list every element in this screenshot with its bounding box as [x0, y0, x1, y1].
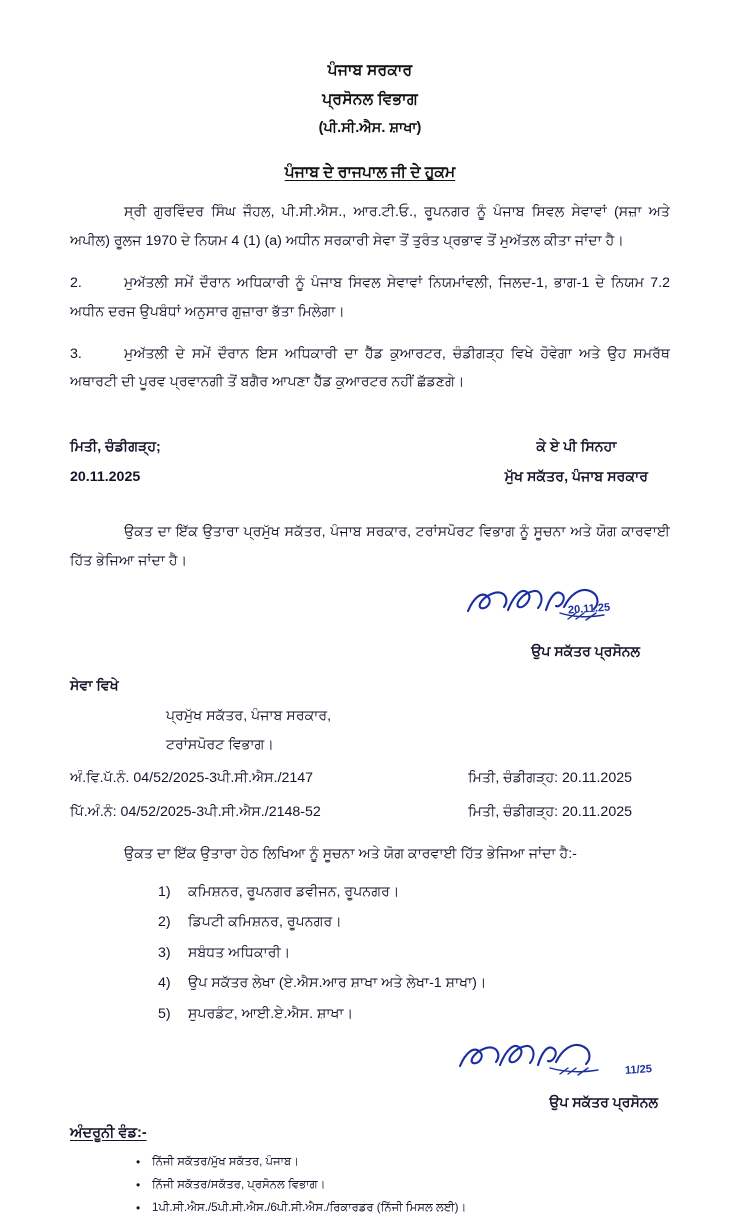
org-branch: (ਪੀ.ਸੀ.ਐਸ. ਸ਼ਾਖਾ) [318, 119, 422, 136]
endorsement-1-text [70, 518, 670, 575]
endorsement-2-text [70, 840, 670, 868]
handwritten-signature-icon [464, 577, 614, 625]
list-item [158, 999, 670, 1030]
list-item-index: 4) [158, 975, 171, 992]
endorsement-1-body: ਉਕਤ ਦਾ ਇੱਕ ਉਤਾਰਾ ਪ੍ਰਮੁੱਖ ਸਕੱਤਰ, ਪੰਜਾਬ ਸਰਕਾਰ, ਟਰਾਂਸਪੋਰਟ ਵਿਭਾਗ ਨੂੰ ਸੂਚਨਾ ਅਤੇ ਯੋਗ ਕਾਰਵਾਈ ਹਿੱਤ ਭੇਜਿਆ ਜਾਂਦਾ ਹੈ। [70, 524, 670, 569]
list-item-text: ਸੁਪਰਡੰਟ, ਆਈ.ਏ.ਐਸ. ਸ਼ਾਖਾ। [188, 1006, 354, 1023]
list-item [158, 877, 670, 908]
internal-distribution-title: ਅੰਦਰੂਨੀ ਵੰਡ:- [70, 1124, 147, 1141]
signatory-designation: ਮੁੱਖ ਸਕੱਤਰ, ਪੰਜਾਬ ਸਰਕਾਰ [504, 468, 648, 485]
paragraph-2-number: 2. [70, 275, 82, 292]
signatory-block [505, 433, 670, 493]
paragraph-3-number: 3. [70, 346, 82, 363]
org-name-line-2: ਪ੍ਰਸੋਨਲ ਵਿਭਾਗ [322, 91, 418, 109]
paragraph-3 [70, 340, 670, 397]
internal-distribution-list [70, 1150, 670, 1220]
signature-2-block [70, 1034, 670, 1094]
signature-2-caption: ਉਪ ਸਕੱਤਰ ਪ੍ਰਸੋਨਲ [549, 1093, 658, 1110]
list-item-text: ਕਮਿਸ਼ਨਰ, ਰੂਪਨਗਰ ਡਵੀਜਨ, ਰੂਪਨਗਰ। [188, 883, 400, 900]
list-item [158, 907, 670, 938]
paragraph-2 [70, 269, 670, 326]
reference-row-1 [70, 765, 670, 793]
list-item [158, 968, 670, 999]
document-content [70, 56, 670, 1219]
org-name-line-1: ਪੰਜਾਬ ਸਰਕਾਰ [327, 62, 413, 79]
reference-date-1: ਮਿਤੀ, ਚੰਡੀਗੜ੍ਹ: 20.11.2025 [468, 770, 632, 787]
internal-list-item: • ਨਿੱਜੀ ਸਕੱਤਰ/ਸਕੱਤਰ, ਪ੍ਰਸੋਨਲ ਵਿਭਾਗ। [136, 1173, 670, 1196]
list-item-index: 2) [158, 914, 171, 931]
copy-list [70, 877, 670, 1030]
signature-1-caption: ਉਪ ਸਕੱਤਰ ਪ੍ਰਸੋਨਲ [531, 643, 640, 660]
paragraph-3-text: ਮੁਅੱਤਲੀ ਦੇ ਸਮੇਂ ਦੌਰਾਨ ਇਸ ਅਧਿਕਾਰੀ ਦਾ ਹੈੱਡ ਕੁਆਰਟਰ, ਚੰਡੀਗੜ੍ਹ ਵਿਖੇ ਹੋਵੇਗਾ ਅਤੇ ਉਹ ਸਮਰੱਥ ਅਥਾਰਟੀ ਦੀ ਪੂਰਵ ਪ੍ਰਵਾਨਗੀ ਤੋਂ ਬਗੈਰ ਆਪਣਾ ਹੈੱਡ ਕੁਆਰਟਰ ਨਹੀਂ ਛੱਡਣਗੇ। [70, 346, 670, 391]
recipient-address [70, 702, 670, 759]
reference-row-2 [70, 799, 670, 827]
list-item-text: ਡਿਪਟੀ ਕਮਿਸ਼ਨਰ, ਰੂਪਨਗਰ। [188, 914, 342, 931]
order-date: 20.11.2025 [70, 468, 141, 485]
signature-1-block [70, 577, 670, 641]
signature-1-date-note: 20.11.25 [567, 601, 611, 617]
reference-date-2: ਮਿਤੀ, ਚੰਡੀਗੜ੍ਹ: 20.11.2025 [468, 803, 632, 820]
endorsement-2-body: ਉਕਤ ਦਾ ਇੱਕ ਉਤਾਰਾ ਹੇਠ ਲਿਖਿਆ ਨੂੰ ਸੂਚਨਾ ਅਤੇ ਯੋਗ ਕਾਰਵਾਈ ਹਿੱਤ ਭੇਜਿਆ ਜਾਂਦਾ ਹੈ:- [124, 846, 577, 863]
recipient-line-2: ਟਰਾਂਸਪੋਰਟ ਵਿਭਾਗ। [166, 736, 274, 753]
reference-number-2: ਪਿੱ.ਅੰ.ਨੰ: 04/52/2025-3ਪੀ.ਸੀ.ਐਸ./2148-52 [70, 803, 321, 820]
recipient-label: ਸੇਵਾ ਵਿਖੇ [70, 678, 119, 695]
paragraph-1: ਸ੍ਰੀ ਗੁਰਵਿੰਦਰ ਸਿੰਘ ਜੌਹਲ, ਪੀ.ਸੀ.ਐਸ., ਆਰ.ਟੀ.ਓ., ਰੂਪਨਗਰ ਨੂੰ ਪੰਜਾਬ ਸਿਵਲ ਸੇਵਾਵਾਂ (ਸਜ਼ਾ ਅਤੇ ਅਪੀਲ) ਰੂਲਜ 1970 ਦੇ ਨਿਯਮ 4 (1) (a) ਅਧੀਨ ਸਰਕਾਰੀ ਸੇਵਾ ਤੋਂ ਤੁਰੰਤ ਪ੍ਰਭਾਵ ਤੋਂ ਮੁਅੱਤਲ ਕੀਤਾ ਜਾਂਦਾ ਹੈ। [70, 204, 670, 249]
reference-number-1: ਅੰ.ਵਿ.ਪੱ.ਨੰ. 04/52/2025-3ਪੀ.ਸੀ.ਐਸ./2147 [70, 770, 314, 787]
list-item-text: ਸਬੰਧਤ ਅਧਿਕਾਰੀ। [188, 944, 291, 961]
signature-2-date-note: 11/25 [624, 1062, 653, 1077]
list-item-text: ਉਪ ਸਕੱਤਰ ਲੇਖਾ (ਏ.ਐਸ.ਆਰ ਸ਼ਾਖਾ ਅਤੇ ਲੇਖਾ-1 ਸ਼ਾਖਾ)। [188, 975, 487, 992]
handwritten-signature-icon [456, 1034, 606, 1080]
internal-list-item: • ਨਿੱਜੀ ਸਕੱਤਰ/ਮੁੱਖ ਸਕੱਤਰ, ਪੰਜਾਬ। [136, 1150, 670, 1173]
signatory-name: ਕੇ ਏ ਪੀ ਸਿਨਹਾ [536, 438, 617, 455]
order-title: ਪੰਜਾਬ ਦੇ ਰਾਜਪਾਲ ਜੀ ਦੇ ਹੁਕਮ [284, 164, 456, 182]
date-place-block [70, 433, 161, 493]
list-item-index: 5) [158, 1006, 171, 1023]
place-label: ਮਿਤੀ, ਚੰਡੀਗੜ੍ਹ; [70, 438, 161, 455]
list-item [158, 938, 670, 969]
list-item-index: 3) [158, 944, 171, 961]
list-item-index: 1) [158, 883, 171, 900]
paragraph-2-text: ਮੁਅੱਤਲੀ ਸਮੇਂ ਦੌਰਾਨ ਅਧਿਕਾਰੀ ਨੂੰ ਪੰਜਾਬ ਸਿਵਲ ਸੇਵਾਵਾਂ ਨਿਯਮਾਂਵਲੀ, ਜਿਲਦ-1, ਭਾਗ-1 ਦੇ ਨਿਯਮ 7.2 ਅਧੀਨ ਦਰਜ ਉਪਬੰਧਾਂ ਅਨੁਸਾਰ ਗੁਜ਼ਾਰਾ ਭੱਤਾ ਮਿਲੇਗਾ। [70, 275, 670, 320]
signature-row [70, 433, 670, 493]
internal-list-item: • 1ਪੀ.ਸੀ.ਐਸ./5ਪੀ.ਸੀ.ਐਸ./6ਪੀ.ਸੀ.ਐਸ./ਰਿਕਾਰਡਰ (ਨਿੱਜੀ ਮਿਸਲ ਲਈ)। [136, 1196, 670, 1219]
recipient-line-1: ਪ੍ਰਮੁੱਖ ਸਕੱਤਰ, ਪੰਜਾਬ ਸਰਕਾਰ, [166, 708, 332, 725]
